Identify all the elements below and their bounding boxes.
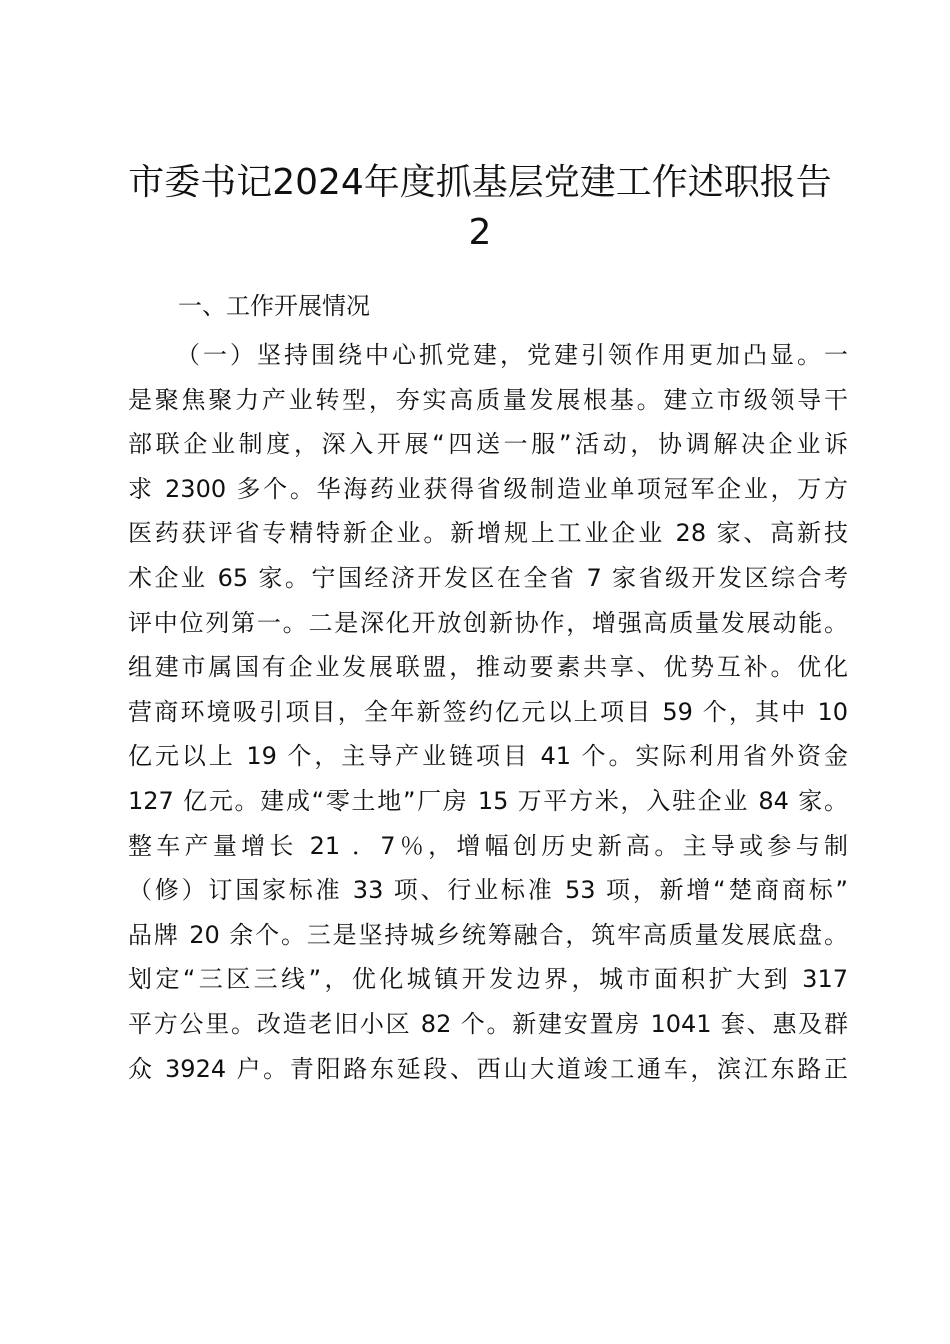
paragraph-line: 整车产量增长 21 ．7％，增幅创历史新高。主导或参与制 [128,831,848,860]
section-heading: 一、工作开展情况 [178,292,370,320]
paragraph-line: 评中位列第一。二是深化开放创新协作，增强高质量发展动能。 [128,608,848,637]
paragraph-line: 平方公里。改造老旧小区 82 个。新建安置房 1041 套、惠及群 [128,1009,848,1038]
paragraph-line: 营商环境吸引项目，全年新签约亿元以上项目 59 个，其中 10 [128,697,848,726]
paragraph-line: 划定“三区三线”，优化城镇开发边界，城市面积扩大到 317 [128,965,848,994]
document-title-line-1: 市委书记2024年度抓基层党建工作述职报告 [128,162,832,203]
paragraph-line: 品牌 20 余个。三是坚持城乡统筹融合，筑牢高质量发展底盘。 [128,920,848,949]
paragraph-line: 组建市属国有企业发展联盟，推动要素共享、优势互补。优化 [128,653,848,682]
paragraph-line: 是聚焦聚力产业转型，夯实高质量发展根基。建立市级领导干 [128,385,848,414]
paragraph-line: （修）订国家标准 33 项、行业标准 53 项，新增“楚商商标” [128,876,848,905]
paragraph-line: 部联企业制度，深入开展“四送一服”活动，协调解决企业诉 [128,430,848,459]
paragraph-line: 求 2300 多个。华海药业获得省级制造业单项冠军企业，万方 [128,474,848,503]
paragraph-line: （一）坚持围绕中心抓党建，党建引领作用更加凸显。一 [176,341,848,369]
body-paragraph [128,333,848,1091]
document-title-line-2: 2 [468,212,492,253]
document-title [120,158,840,258]
paragraph-line: 术企业 65 家。宁国经济开发区在全省 7 家省级开发区综合考 [128,563,848,592]
paragraph-line: 127 亿元。建成“零土地”厂房 15 万平方米，入驻企业 84 家。 [128,786,848,815]
paragraph-line: 众 3924 户。青阳路东延段、西山大道竣工通车，滨江东路正 [128,1054,848,1083]
paragraph-line: 医药获评省专精特新企业。新增规上工业企业 28 家、高新技 [128,519,848,548]
paragraph-line: 亿元以上 19 个，主导产业链项目 41 个。实际利用省外资金 [128,742,848,771]
